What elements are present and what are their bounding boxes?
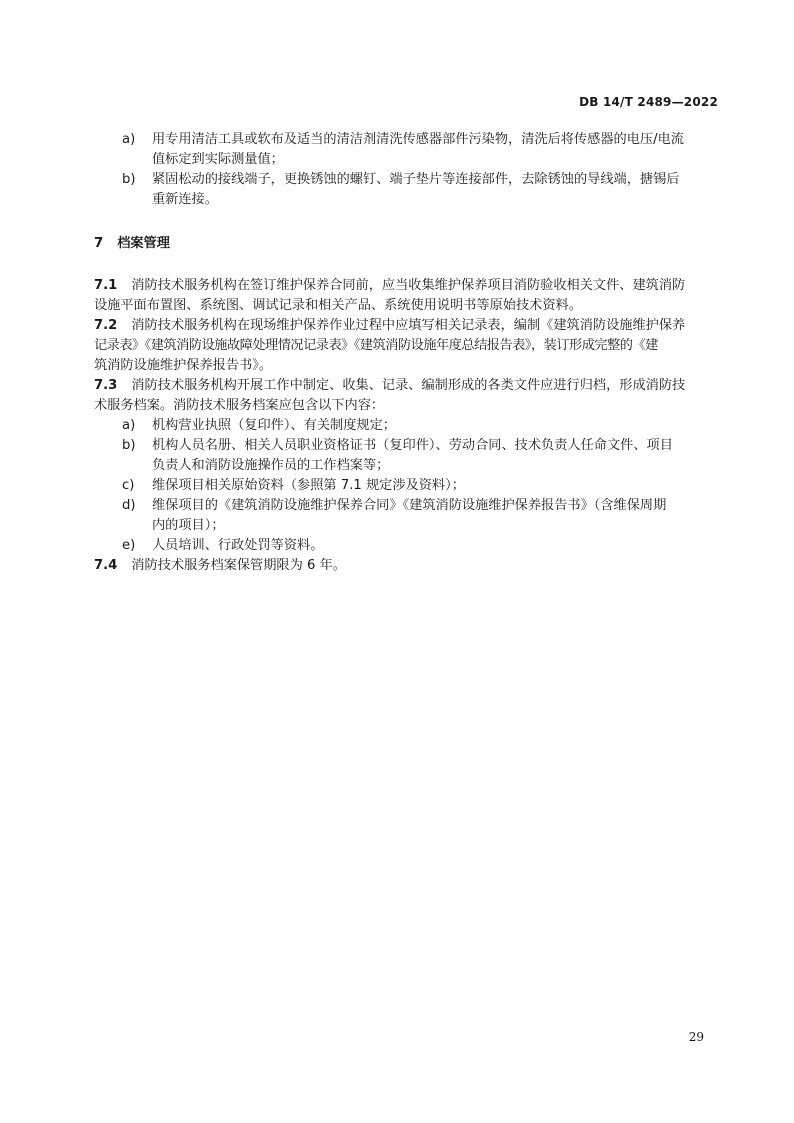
clause-number: 7.4 — [94, 558, 118, 573]
list-marker: a) — [122, 132, 136, 147]
list-item-line: 机构营业执照（复印件）、有关制度规定； — [152, 418, 396, 433]
clause-line: 消防技术服务档案保管期限为 6 年。 — [131, 558, 346, 573]
clause-list — [94, 276, 720, 576]
list-item-line: 机构人员名册、相关人员职业资格证书（复印件）、劳动合同、技术负责人任命文件、项目 — [152, 438, 673, 453]
list-item-line: 人员培训、行政处罚等资料。 — [152, 538, 324, 553]
section-title: 档案管理 — [117, 236, 170, 251]
list-item-line: 紧固松动的接线端子，更换锈蚀的螺钉、端子垫片等连接部件，去除锈蚀的导线端，搪锡后 — [152, 172, 680, 187]
page-number: 29 — [688, 1030, 704, 1044]
clause-7-4 — [94, 556, 720, 576]
clause-number: 7.3 — [94, 378, 118, 393]
clause-7-1 — [94, 276, 720, 316]
intro-list — [94, 130, 720, 210]
clause-line: 筑消防设施维护保养报告书》。 — [94, 358, 273, 373]
clause-7-2 — [94, 316, 720, 376]
clause-line: 消防技术服务机构开展工作中制定、收集、记录、编制形成的各类文件应进行归档，形成消防技 — [131, 378, 686, 393]
list-item-line: 内的项目）； — [152, 518, 225, 533]
list-item — [94, 476, 720, 496]
clause-line: 消防技术服务机构在签订维护保养合同前，应当收集维护保养项目消防验收相关文件、建筑消防 — [131, 278, 686, 293]
list-item — [94, 170, 720, 210]
section-number: 7 — [94, 236, 104, 251]
clause-7-3-list — [94, 416, 720, 556]
list-marker: a) — [122, 418, 136, 433]
clause-number: 7.1 — [94, 278, 118, 293]
list-item-line: 重新连接。 — [152, 192, 218, 207]
list-item-line: 维保项目的《建筑消防设施维护保养合同》《建筑消防设施维护保养报告书》（含维保周期 — [152, 498, 667, 513]
list-marker: d) — [122, 498, 136, 513]
list-item-line: 用专用清洁工具或软布及适当的清洁剂清洗传感器部件污染物，清洗后将传感器的电压/电流 — [152, 132, 684, 147]
clause-line: 记录表》《建筑消防设施故障处理情况记录表》《建筑消防设施年度总结报告表》，装订形成完整的《建 — [94, 338, 658, 353]
clause-line: 设施平面布置图、系统图、调试记录和相关产品、系统使用说明书等原始技术资料。 — [94, 298, 582, 313]
list-marker: b) — [122, 172, 136, 187]
list-item — [94, 496, 720, 536]
section-heading — [94, 234, 720, 254]
list-item-line: 值标定到实际测量值； — [152, 152, 284, 167]
clause-7-3 — [94, 376, 720, 416]
list-item — [94, 536, 720, 556]
list-marker: b) — [122, 438, 136, 453]
list-item — [94, 416, 720, 436]
list-item-line: 负责人和消防设施操作员的工作档案等； — [152, 458, 390, 473]
clause-line: 消防技术服务机构在现场维护保养作业过程中应填写相关记录表，编制《建筑消防设施维护保养 — [131, 318, 686, 333]
list-marker: c) — [122, 478, 135, 493]
list-item-line: 维保项目相关原始资料（参照第 7.1 规定涉及资料）； — [152, 478, 465, 493]
list-marker: e) — [122, 538, 136, 553]
list-item — [94, 436, 720, 476]
document-id-header: DB 14/T 2489—2022 — [579, 95, 718, 109]
clause-number: 7.2 — [94, 318, 118, 333]
list-item — [94, 130, 720, 170]
clause-line: 术服务档案。消防技术服务档案应包含以下内容： — [94, 398, 385, 413]
